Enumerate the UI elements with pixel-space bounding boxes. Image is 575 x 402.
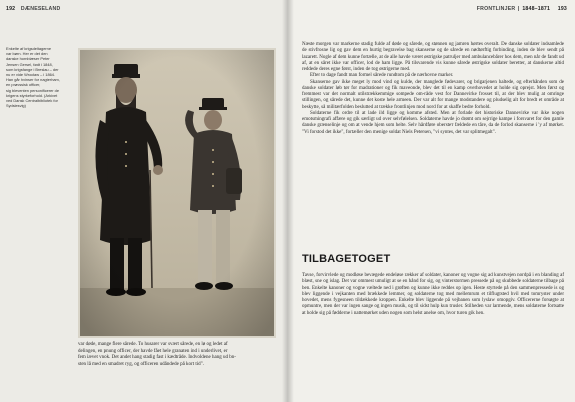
right-page-header: [477, 6, 567, 12]
right-section-years: 1848–1871: [522, 6, 551, 12]
paragraph: Tavse, forvirvlede og modløse bevægede endeløse rækker af soldater, kanoner og vogne sig ad kunstvejen nordpå i en blanding af blæst, sne og islag. Det var ommest umuligt at se en hånd for sig, og vinterstormen pressede på og skubbede soldaterne tilbage på ben. Enkelte kanoner og vogne væltede ned i grøften og kunne ikke reddes op igen. Heste styrtede på den sammenpressede is og blev liggende i vejkanten med brækkede lemmer, og soldaterne tog med mellemrum et tilflugtsted hvil med tomryster under hovedet, mens fygesneen tildækkede kroppen. Enkelte blev liggende på vejbanen som lyslaw omopgiv. Officererne forsøgte at opmuntre, men der var ingen sange og ingen musik, og til sidst hulp kun trusler. Stilheden var larmende, mens soldaterne fortsatte at holde sig på fødderne i nattemørket uden nogen som helst anelse om, hvor turen gik hen.: [302, 273, 564, 316]
left-body-text: var døde, mange flere sårede. To husarer var svært sårede, en lø og ledet af delingen, en pnung officer, der havde fået hele granaten ind i underlivet, er fem iævet vnok. Det andet hang stadig fast i kædtråde. Indvoldene hang ud bn- sten lå med en smadret ryg, og officeren udåndede på kort tid".: [78, 342, 236, 367]
left-page-number: 192: [6, 6, 16, 12]
paragraph: Soldaterne fik ordre til at lade ild ligge og komme afsted. Men at forlade det historiske Dannevirke var ikke nogen emotsmingrafi affære og gik særligt ud over selvfølelsen. Soldaterne havde jo drømt om sejrrige kampe i forsvaret for den gamle danske grænselinje og om at vende hjem som helte. Selv hårdføre obersteт fældede en tåre, da de forlod skanserne i 'y af mørket. "Vi forstod det ikke", fortæller den menige soldat Niels Petersen, "vi syntes, det var splitmegalt".: [302, 110, 564, 135]
paragraph: Næste morgen var markerne stadig fulde af døde og sårede, og stønnen og jamren hørtes overalt. De danske soldater indsamlede de stivfrosne lig og gav dem en hurtig begravelse bag skanserne og de sårede en nødtørftig forbinding, inden de blev sendt på lazarett. Nogle af dem kunne fortælle, at de alle havde været østrigske patruljer med ambulancebårer hos dem, men når de fandt ud af, at en såret ikke var officer, lod de ham ligge. På tilsvarende vis kunne sårede østrigske soldater beretter, at danskerne altid reddede deres egne først, inden de tog østrigerne med.: [302, 42, 564, 72]
left-section-title: DÆNESELAND: [20, 6, 61, 12]
photo-caption: Enkelte af krigsdeltagerne var børn. Her er det den danske hornblæser Peter Jensen Gersel, født i 1848, som krigsfange i Breslau – der nu er vide Wrocław – i 1864. Han går hvinser for nagterham, en prøvssisk officer, sig bleventen personificerer de krigens styrkeforhold. (Arkivet ved Dansk Centralbibliotek for Sydslesvig): [6, 46, 60, 109]
right-page: [288, 0, 575, 402]
book-gutter: [282, 0, 294, 402]
right-body-text-2: [302, 273, 564, 317]
historical-photograph: [78, 48, 276, 338]
section-heading: TILBAGETOGET: [302, 253, 391, 265]
right-page-number: 193: [557, 6, 567, 12]
right-section-title: FRONTLINJER: [476, 6, 516, 12]
paragraph: Efter to dage fandt man formel sårede rundtom på de nærhovne marker.: [310, 73, 454, 79]
paragraph: Skanserne gav ikke meget ly mod vind og kulde, der manglede fødevarer, og brigarjenen haltede, og efterhånden som de danske soldater løb tør for madrationer og fik maveonde, blev det til en kamp overhovedet at holde sig oprejst. Men først og fremmest var det normalt utilstrækkemmige sompede om-råde vest for Dannevirke frosset til, at der blev mulig at omringe stillingen, og sårede det, kunne det koste hele armeen. Der var alt for mange modstandere og pludselig alt for bredt et område at beskytte, så militærfolden beslutted at trække frontlinjen mod nord for at skaffe bedre forhold.: [302, 79, 564, 110]
header-divider: [518, 6, 519, 11]
right-body-text: [302, 42, 564, 136]
left-page-header: [6, 6, 60, 12]
